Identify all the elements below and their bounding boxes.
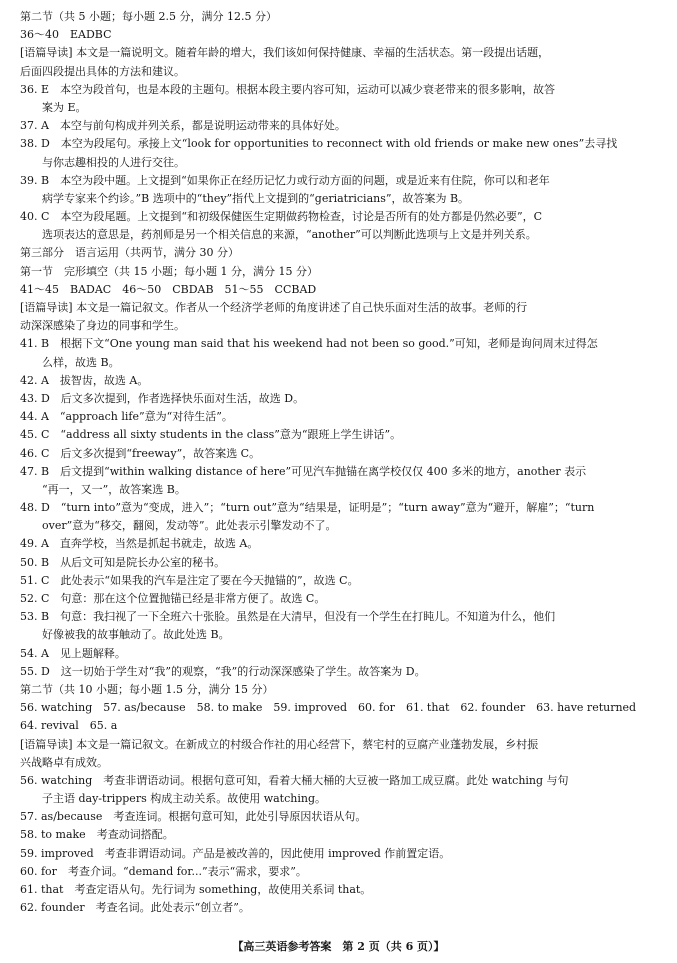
section-heading: 第二节（共 5 小题；每小题 2.5 分，满分 12.5 分） [20,10,277,23]
explanation-39: 39. B 本空为段中题。上文提到“如果你正在经历记忆力或行动方面的问题，或是近来有住院，你可以和老年 [20,173,550,187]
part-heading: 第三部分 语言运用（共两节，满分 30 分） [20,246,239,260]
section-heading: 第二节（共 10 小题；每小题 1.5 分，满分 15 分） [20,682,274,696]
explanation-36-cont: 案为 E。 [42,100,87,114]
explanation-60: 60. for 考查介词。“demand for...”表示“需求，要求”。 [20,864,307,878]
page-footer: 【高三英语参考答案 第 2 页（共 6 页）】 [232,940,445,953]
answer-key-page [20,8,658,917]
explanation-62: 62. founder 考查名词。此处表示“创立者”。 [20,901,250,915]
explanation-49: 49. A 直奔学校，当然是抓起书就走，故选 A。 [20,537,259,551]
explanation-53-cont: 好像被我的故事触动了。故此处选 B。 [42,628,230,642]
explanation-43: 43. D 后文多次提到，作者选择快乐面对生活，故选 D。 [20,391,305,405]
explanation-56: 56. watching 考查非谓语动词。根据句意可知，看着大桶大桶的大豆被一路加工成豆腐。此处 watching 与句 [20,773,569,787]
explanation-58: 58. to make 考查动词搭配。 [20,828,174,842]
explanation-42: 42. A 拔智齿，故选 A。 [20,373,149,387]
explanation-39-cont: 病学专家来个约诊。”B 选项中的“they”指代上文提到的“geriatricians”，故答案为 B。 [42,191,470,205]
answer-summary: 36～40 EADBC [20,28,112,42]
explanation-41-cont: 么样，故选 B。 [42,355,120,369]
explanation-44: 44. A “approach life”意为“对待生活”。 [20,410,233,424]
section-heading: 第一节 完形填空（共 15 小题；每小题 1 分，满分 15 分） [20,264,318,278]
explanation-52: 52. C 句意：那在这个位置抛锚已经是非常方便了。故选 C。 [20,592,326,605]
answer-summary: 41～45 BADAC 46～50 CBDAB 51～55 CCBAD [20,282,317,296]
explanation-40-cont: 选项表达的意思是，药剂师是另一个相关信息的来源，“another”可以判断此选项与上文是并列关系。 [42,228,537,242]
answer-summary-cont: 64. revival 65. a [20,719,118,733]
explanation-37: 37. A 本空与前句构成并列关系，都是说明运动带来的具体好处。 [20,119,346,133]
passage-guide: [语篇导读] 本文是一篇记叙文。作者从一个经济学老师的角度讲述了自己快乐面对生活的故事。老师的行 [20,301,528,314]
explanation-36: 36. E 本空为段首句，也是本段的主题句。根据本段主要内容可知，运动可以减少衰老带来的很多影响，故答 [20,82,556,96]
explanation-56-cont: 子主语 day-trippers 构成主动关系。故使用 watching。 [42,792,326,806]
explanation-47-cont: “再一，又一”，故答案选 B。 [42,482,186,496]
explanation-46: 46. C 后文多次提到“freeway”，故答案选 C。 [20,446,261,460]
explanation-48: 48. D “turn into”意为“变成，进入”；“turn out”意为“结果是，证明是”；“turn away”意为“避开，解雇”；“turn [20,501,595,515]
explanation-38: 38. D 本空为段尾句。承接上文“look for opportunities to reconnect with old friends or make new ones”去寻找 [20,137,618,151]
explanation-48-cont: over”意为“移交，翻阅，发动等”。此处表示引擎发动不了。 [42,519,337,533]
explanation-50: 50. B 从后文可知是院长办公室的秘书。 [20,555,226,569]
explanation-59: 59. improved 考查非谓语动词。产品是被改善的，因此使用 improved 作前置定语。 [20,846,451,860]
passage-guide-cont: 后面四段提出具体的方法和建议。 [20,64,185,78]
explanation-61: 61. that 考查定语从句。先行词为 something，故使用关系词 that。 [20,883,372,896]
explanation-38-cont: 与你志趣相投的人进行交往。 [42,155,185,169]
passage-guide-cont: 兴战略卓有成效。 [20,755,108,769]
answer-summary: 56. watching 57. as/because 58. to make 59. improved 60. for 61. that 62. founder 63. have returned [20,701,637,715]
explanation-51: 51. C 此处表示“如果我的汽车是注定了要在今天抛锚的”，故选 C。 [20,573,359,587]
passage-guide-cont: 动深深感染了身边的同事和学生。 [20,319,185,333]
explanation-45: 45. C “address all sixty students in the class”意为“跟班上学生讲话”。 [20,428,402,442]
explanation-40: 40. C 本空为段尾题。上文提到“和初级保健医生定期做药物检查，讨论是否所有的处方都是仍然必要”，C [20,210,543,224]
explanation-47: 47. B 后文提到“within walking distance of here”可见汽车抛锚在离学校仅仅 400 多米的地方，another 表示 [20,464,587,478]
passage-guide: [语篇导读] 本文是一篇说明文。随着年龄的增大，我们该如何保持健康、幸福的生活状态。第一段提出话题， [20,46,550,60]
explanation-55: 55. D 这一切始于学生对“我”的观察，“我”的行动深深感染了学生。故答案为 D。 [20,664,426,678]
explanation-41: 41. B 根据下文“One young man said that his weekend had not been so good.”可知，老师是询问周末过得怎 [20,337,598,351]
explanation-57: 57. as/because 考查连词。根据句意可知，此处引导原因状语从句。 [20,810,367,824]
explanation-54: 54. A 见上题解释。 [20,646,126,660]
passage-guide: [语篇导读] 本文是一篇记叙文。在新成立的村级合作社的用心经营下，蔡宅村的豆腐产业蓬勃发展，乡村振 [20,737,539,751]
explanation-53: 53. B 句意：我扫视了一下全班六十张脸。虽然是在大清早，但没有一个学生在打盹儿。不知道为什么，他们 [20,610,556,624]
